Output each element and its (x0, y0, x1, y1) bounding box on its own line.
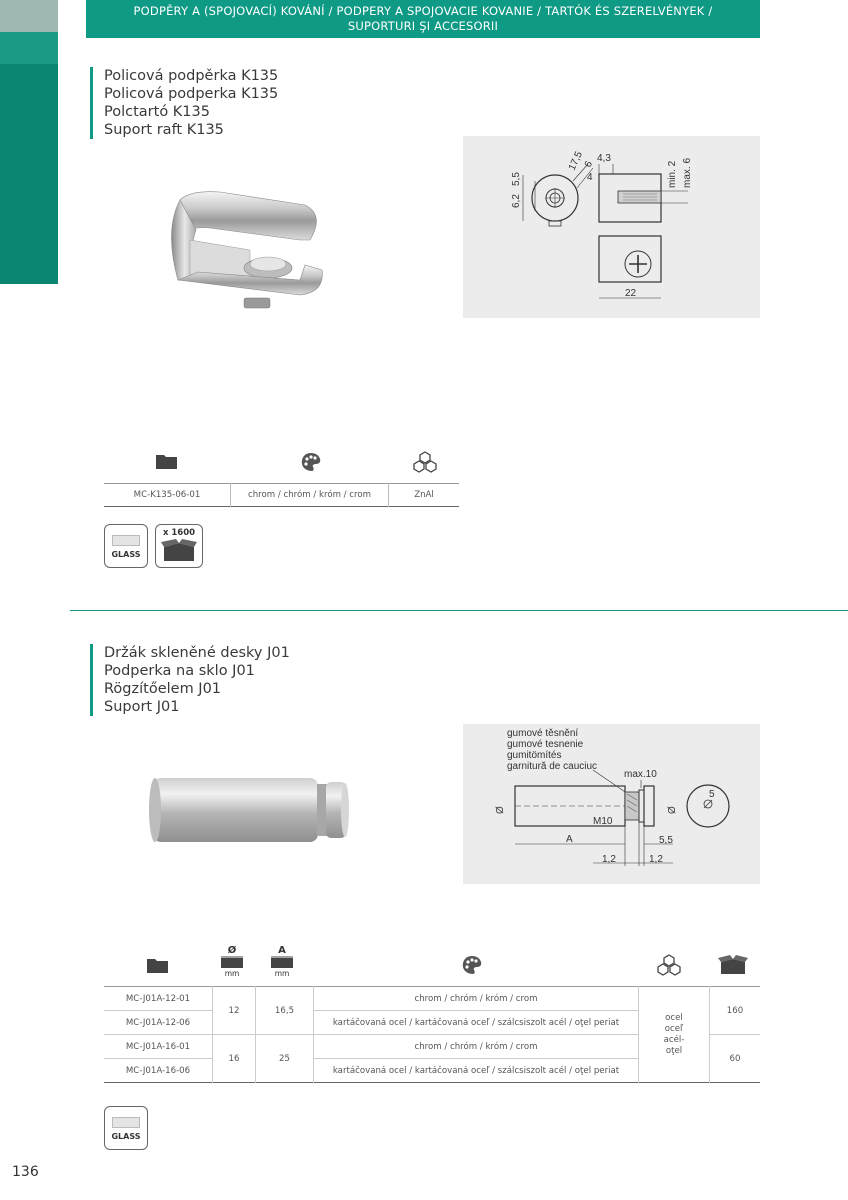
folder-icon (155, 452, 179, 470)
glass-badge (104, 1106, 148, 1150)
pack-badge (155, 524, 203, 568)
row-finish: chrom / chróm / króm / crom (314, 987, 639, 1011)
row-finish: chrom / chróm / króm / crom (314, 1035, 639, 1059)
product1-finish: chrom / chróm / króm / crom (231, 484, 389, 507)
dim-6: 6 (582, 159, 596, 170)
row-pack: 160 (710, 987, 761, 1035)
row-code: MC-J01A-16-06 (104, 1059, 213, 1083)
length-unit: mm (274, 969, 290, 978)
seal-label-cz: gumové těsnění (507, 728, 579, 739)
header-line-1: PODPĚRY A (SPOJOVACÍ) KOVÁNÍ / PODPERY A SPOJOVACIE KOVANIE / TARTÓK ÉS SZERELVÉNYEK / (133, 4, 713, 18)
diameter-symbol: Ø (227, 945, 237, 956)
material-cell (639, 987, 710, 1083)
product1-code: MC-K135-06-01 (104, 484, 231, 507)
diameter-header (218, 946, 246, 978)
dim-diameter-right: Ø (667, 806, 678, 814)
material-cubes-icon (412, 450, 438, 474)
side-tab (0, 64, 58, 284)
product1-title-hu: Polctartó K135 (104, 104, 210, 120)
dim-5-5: 5,5 (659, 835, 673, 846)
row-finish: kartáčovaná ocel / kartáčovaná oceľ / szálcsiszolt acél / oţel periat (314, 1059, 639, 1083)
pack-quantity: x 1600 (162, 528, 196, 538)
product1-title-sk: Policová podperka K135 (104, 86, 279, 102)
row-length: 25 (256, 1035, 314, 1083)
product2-title-ro: Suport J01 (104, 699, 180, 715)
dim-diameter-left: Ø (495, 806, 506, 814)
dim-6-2: 6,2 (511, 194, 522, 208)
dim-5: 5 (709, 789, 715, 800)
dim-1-2-right: 1,2 (649, 854, 663, 865)
glass-badge-label: GLASS (111, 550, 141, 559)
glass-pane-icon (112, 535, 140, 546)
palette-icon (461, 954, 483, 976)
side-tab-mid (0, 32, 58, 64)
product1-title-ro: Suport raft K135 (104, 122, 224, 138)
dim-4: 4 (587, 172, 593, 183)
product1-table (104, 483, 459, 507)
product2-title-hu: Rögzítőelem J01 (104, 681, 222, 697)
material-hu: acél- (663, 1034, 685, 1045)
seal-label-sk: gumové tesnenie (507, 739, 584, 750)
header-line-2: SUPORTURI ŞI ACCESORII (347, 19, 499, 33)
table-row (104, 987, 760, 1011)
side-tab-top (0, 0, 58, 32)
diameter-gauge-icon (219, 956, 245, 970)
length-header (268, 946, 296, 978)
dim-min-2: min. 2 (667, 160, 678, 188)
section-header (86, 0, 760, 38)
product2-photo (145, 770, 355, 850)
box-icon (161, 539, 197, 563)
dim-17-5: 17,5 (566, 149, 585, 173)
dim-1-2-left: 1,2 (602, 854, 616, 865)
row-finish: kartáčovaná ocel / kartáčovaná oceľ / szálcsiszolt acél / oţel periat (314, 1011, 639, 1035)
diameter-unit: mm (224, 969, 240, 978)
row-code: MC-J01A-12-01 (104, 987, 213, 1011)
material-sk: oceľ (664, 1023, 684, 1034)
product2-technical-drawing (463, 724, 760, 884)
material-cubes-icon (656, 953, 682, 977)
dim-max-6: max. 6 (682, 157, 693, 188)
row-code: MC-J01A-16-01 (104, 1035, 213, 1059)
product2-title-sk: Podperka na sklo J01 (104, 663, 255, 679)
glass-badge (104, 524, 148, 568)
dim-4-3: 4,3 (597, 153, 611, 164)
palette-icon (300, 451, 322, 473)
box-icon (718, 955, 748, 975)
page-number: 136 (12, 1164, 39, 1180)
row-diameter: 16 (213, 1035, 256, 1083)
row-diameter: 12 (213, 987, 256, 1035)
glass-badge-label: GLASS (111, 1132, 141, 1141)
product2-title-block (90, 644, 290, 716)
product1-photo (150, 180, 330, 320)
glass-pane-icon (112, 1117, 140, 1128)
dim-5-5: 5,5 (511, 172, 522, 186)
seal-label-hu: gumitömítés (507, 750, 562, 761)
dim-m10: M10 (593, 816, 613, 827)
dim-a: A (566, 834, 573, 845)
row-length: 16,5 (256, 987, 314, 1035)
product1-technical-drawing (463, 136, 760, 318)
length-gauge-icon (269, 956, 295, 970)
dim-22: 22 (625, 288, 637, 299)
table-row (104, 484, 459, 507)
material-ro: oţel (665, 1045, 683, 1056)
product2-title-cz: Držák skleněné desky J01 (104, 645, 290, 661)
length-symbol: A (278, 945, 286, 956)
product2-table (104, 986, 760, 1083)
product1-title-block (90, 67, 278, 139)
row-pack: 60 (729, 1053, 741, 1064)
material-cz: ocel (665, 1012, 683, 1023)
folder-icon (146, 956, 170, 974)
row-code: MC-J01A-12-06 (104, 1011, 213, 1035)
section-divider (70, 610, 848, 611)
product1-title-cz: Policová podpěrka K135 (104, 68, 279, 84)
seal-label-ro: garnitură de cauciuc (507, 761, 598, 772)
dim-max-10: max.10 (624, 769, 657, 780)
product1-material: ZnAl (414, 490, 434, 500)
